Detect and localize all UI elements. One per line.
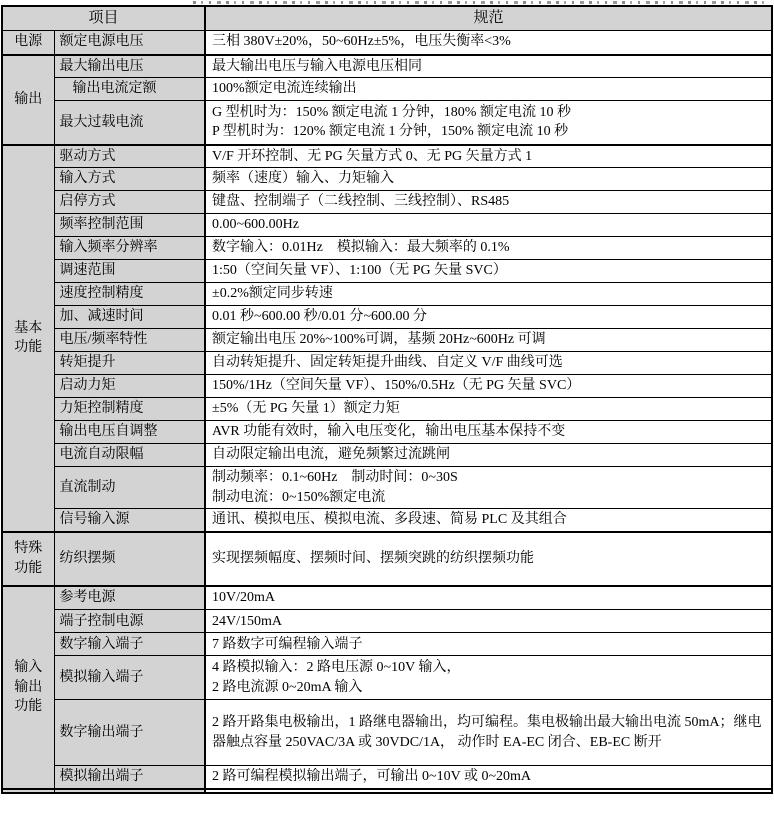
- table-header-row: [2, 6, 772, 31]
- partial-row: [2, 789, 772, 793]
- spec-line: 自动转矩提升、固定转矩提升曲线、自定义 V/F 曲线可选: [212, 355, 563, 371]
- row-label: 频率控制范围: [54, 214, 205, 237]
- row-label: 转矩提升: [54, 352, 205, 375]
- spec-line: 数字输入：0.01Hz 模拟输入：最大频率的 0.1%: [212, 240, 510, 256]
- header-spec-col: 规范: [205, 6, 772, 31]
- spec-table: [1, 5, 773, 794]
- spec-line: AVR 功能有效时，输入电压变化，输出电压基本保持不变: [212, 424, 566, 440]
- row-label: 输出电压自调整: [54, 421, 205, 444]
- row-spec: [205, 467, 772, 509]
- row-spec: [205, 509, 772, 532]
- spec-line: 1:50（空间矢量 VF）、1:100（无 PG 矢量 SVC）: [212, 263, 507, 279]
- table-row: [2, 145, 772, 168]
- table-row: [2, 101, 772, 145]
- spec-line: 最大输出电压与输入电源电压相同: [212, 58, 423, 74]
- row-label: 力矩控制精度: [54, 398, 205, 421]
- table-row: [2, 444, 772, 467]
- row-label: 数字输出端子: [54, 700, 205, 766]
- clipped-text-above-table: [188, 0, 766, 4]
- row-label: 最大输出电压: [54, 55, 205, 78]
- table-row: [2, 398, 772, 421]
- spec-line: 2 路开路集电极输出，1 路继电器输出，均可编程。集电极输出最大输出电流 50mA；继电器触点容量 250VAC/3A 或 30VDC/1A， 动作时 EA-EC 闭合、EB-EC 断开: [212, 715, 762, 750]
- spec-line: 2 路可编程模拟输出端子，可输出 0~10V 或 0~20mA: [212, 769, 532, 785]
- group-cell-io-functions: 输入输出功能: [2, 586, 54, 789]
- row-spec: [205, 700, 772, 766]
- spec-line: 4 路模拟输入：2 路电压源 0~10V 输入，: [212, 660, 461, 676]
- header-item-col: 项目: [2, 6, 205, 31]
- row-spec: [205, 191, 772, 214]
- row-spec: [205, 145, 772, 168]
- spec-line: 实现摆频幅度、摆频时间、摆频突跳的纺织摆频功能: [212, 551, 535, 567]
- table-row: [2, 306, 772, 329]
- row-label: 电压/频率特性: [54, 329, 205, 352]
- row-spec: [205, 421, 772, 444]
- table-row: [2, 214, 772, 237]
- table-row: [2, 191, 772, 214]
- table-row: [2, 55, 772, 78]
- row-label: 调速范围: [54, 260, 205, 283]
- table-row: [2, 168, 772, 191]
- table-row: [2, 31, 772, 55]
- table-row: [2, 421, 772, 444]
- spec-line: 150%/1Hz（空间矢量 VF）、150%/0.5Hz（无 PG 矢量 SVC）: [212, 378, 581, 394]
- row-spec: [205, 766, 772, 789]
- row-label: 参考电源: [54, 586, 205, 610]
- row-spec: [205, 532, 772, 586]
- row-label: 速度控制精度: [54, 283, 205, 306]
- spec-line: 100%额定电流连续输出: [212, 81, 357, 97]
- spec-line: 7 路数字可编程输入端子: [212, 636, 363, 652]
- group-cell-power: 电源: [2, 31, 54, 55]
- table-row: [2, 700, 772, 766]
- spec-line: 0.01 秒~600.00 秒/0.01 分~600.00 分: [212, 309, 428, 325]
- row-label: 输出电流定额: [54, 78, 205, 101]
- row-spec: [205, 283, 772, 306]
- table-row: [2, 78, 772, 101]
- table-row: [2, 509, 772, 532]
- row-spec: [205, 237, 772, 260]
- table-row: [2, 260, 772, 283]
- spec-line: 24V/150mA: [212, 613, 283, 629]
- spec-line: 键盘、控制端子（二线控制、三线控制）、RS485: [212, 194, 510, 210]
- row-label: 模拟输入端子: [54, 656, 205, 700]
- row-label: 最大过载电流: [54, 101, 205, 145]
- table-row: [2, 237, 772, 260]
- spec-line: ±5%（无 PG 矢量 1）额定力矩: [212, 401, 400, 417]
- table-row: [2, 352, 772, 375]
- row-label: 电流自动限幅: [54, 444, 205, 467]
- table-row: [2, 586, 772, 610]
- spec-line: 通讯、模拟电压、模拟电流、多段速、简易 PLC 及其组合: [212, 512, 567, 528]
- row-label: 端子控制电源: [54, 610, 205, 633]
- table-row: [2, 329, 772, 352]
- table-row: [2, 283, 772, 306]
- table-row: [2, 467, 772, 509]
- spec-line: 2 路电流源 0~20mA 输入: [212, 679, 363, 695]
- partial-spec-cell: [205, 789, 772, 793]
- group-cell-basic-functions: 基本功能: [2, 145, 54, 532]
- row-spec: [205, 586, 772, 610]
- row-label: 信号输入源: [54, 509, 205, 532]
- spec-line: 三相 380V±20%，50~60Hz±5%，电压失衡率<3%: [212, 34, 511, 50]
- spec-line: 0.00~600.00Hz: [212, 217, 299, 233]
- row-label: 纺织摆频: [54, 532, 205, 586]
- row-label: 模拟输出端子: [54, 766, 205, 789]
- table-row: [2, 532, 772, 586]
- partial-label-cell: [54, 789, 205, 793]
- row-spec: [205, 260, 772, 283]
- spec-line: 额定输出电压 20%~100%可调，基频 20Hz~600Hz 可调: [212, 332, 546, 348]
- spec-line: P 型机时为：120% 额定电流 1 分钟，150% 额定电流 10 秒: [212, 124, 569, 140]
- spec-line: 10V/20mA: [212, 590, 276, 606]
- row-spec: [205, 633, 772, 656]
- row-spec: [205, 656, 772, 700]
- table-row: [2, 610, 772, 633]
- row-spec: [205, 168, 772, 191]
- row-spec: [205, 398, 772, 421]
- table-row: [2, 375, 772, 398]
- row-label: 直流制动: [54, 467, 205, 509]
- row-spec: [205, 214, 772, 237]
- row-label: 额定电源电压: [54, 31, 205, 55]
- row-label: 启动力矩: [54, 375, 205, 398]
- row-spec: [205, 610, 772, 633]
- group-cell-special-functions: 特殊功能: [2, 532, 54, 586]
- row-label: 驱动方式: [54, 145, 205, 168]
- spec-line: 制动频率：0.1~60Hz 制动时间：0~30S: [212, 470, 458, 486]
- table-row: [2, 633, 772, 656]
- partial-group-cell: [2, 789, 54, 793]
- spec-line: 频率（速度）输入、力矩输入: [212, 171, 395, 187]
- row-label: 加、减速时间: [54, 306, 205, 329]
- spec-line: G 型机时为：150% 额定电流 1 分钟，180% 额定电流 10 秒: [212, 104, 571, 120]
- group-cell-output: 输出: [2, 55, 54, 145]
- row-spec: [205, 101, 772, 145]
- spec-line: V/F 开环控制、无 PG 矢量方式 0、无 PG 矢量方式 1: [212, 148, 533, 164]
- row-spec: [205, 375, 772, 398]
- row-spec: [205, 329, 772, 352]
- row-spec: [205, 78, 772, 101]
- row-spec: [205, 306, 772, 329]
- row-label: 数字输入端子: [54, 633, 205, 656]
- spec-line: 制动电流：0~150%额定电流: [212, 489, 386, 505]
- table-row: [2, 656, 772, 700]
- row-spec: [205, 444, 772, 467]
- row-spec: [205, 31, 772, 55]
- spec-line: ±0.2%额定同步转速: [212, 286, 333, 302]
- row-label: 输入频率分辨率: [54, 237, 205, 260]
- table-row: [2, 766, 772, 789]
- row-spec: [205, 55, 772, 78]
- row-label: 输入方式: [54, 168, 205, 191]
- row-label: 启停方式: [54, 191, 205, 214]
- spec-line: 自动限定输出电流，避免频繁过流跳闸: [212, 447, 451, 463]
- row-spec: [205, 352, 772, 375]
